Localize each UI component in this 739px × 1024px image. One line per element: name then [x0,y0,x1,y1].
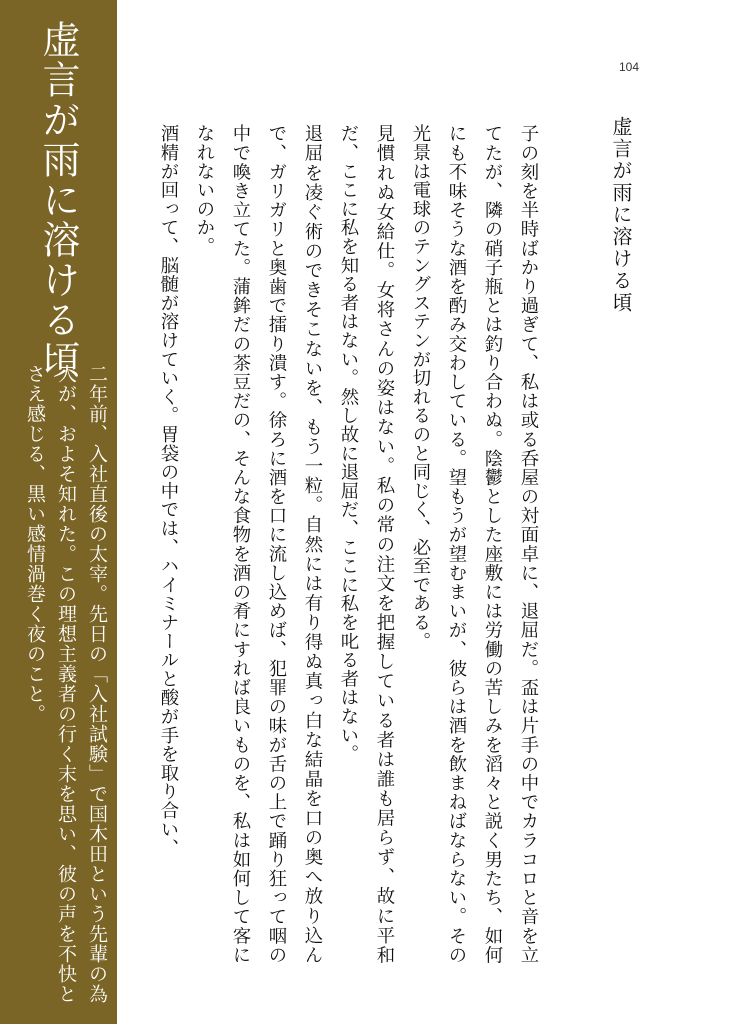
paragraph-2: 見慣れぬ女給仕。女将さんの姿はない。私の常の注文を把握している者は誰も居らず、故に平和だ、ここに私を知る者はない。然し故に退屈だ、ここに私を叱る者はない。 [338,124,395,964]
paragraph-3: 退屈を凌ぐ術のできそこないを、もう一粒。自然には有り得ぬ真っ白な結晶を口の奥へ放り込んで、ガリガリと奥歯で擂り潰す。徐ろに酒を口に流し込めば、犯罪の味が舌の上で踊り狂って咽の中で喚き立てた。蒲鉾だの茶豆だの、そんな食物を酒の肴にすれば良いものを、私は如何して客になれないのか。 [194,124,323,964]
paragraph-4: 酒精が回って、脳髄が溶けていく。胃袋の中では、ハイミナールと酸が手を取り合い、 [158,124,179,858]
page-number: 104 [618,60,639,74]
body-text [150,124,546,964]
sidebar-blurb: 二年前、入社直後の太宰。先日の「入社試験」で国木田という先輩の為人が、およそ知れた。この理想主義者の行く末を思い、彼の声を不快とさえ感じる、黒い感情渦巻く夜のこと。 [24,364,108,1004]
paragraph-1: 子の刻を半時ばかり過ぎて、私は或る呑屋の対面卓に、退屈だ。盃は片手の中でカラコロと音を立てたが、隣の硝子瓶とは釣り合わぬ。陰鬱とした座敷には労働の苦しみを滔々と説く男たち、如何にも不味そうな酒を酌み交わしている。望もうが望むまいが、彼らは酒を飲まねばならない。その光景は電球のテングステンが切れるのと同じく、必至である。 [410,124,539,964]
chapter-title: 虚言が雨に溶ける頃 [609,116,633,314]
sidebar-title: 虚言が雨に溶ける頃 [36,20,80,380]
sidebar-band [0,0,117,1024]
